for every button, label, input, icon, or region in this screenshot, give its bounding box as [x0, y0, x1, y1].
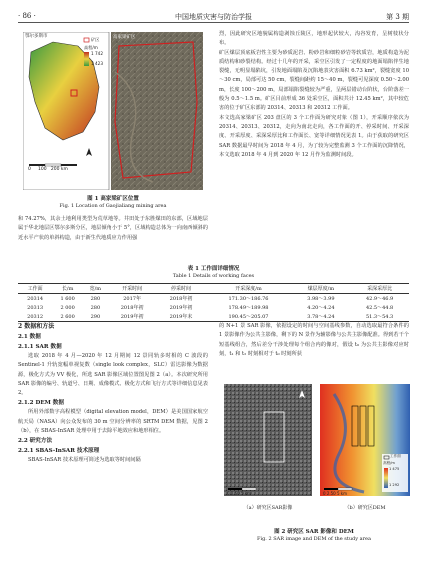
table-cell: 51.3～54.3 [365, 314, 394, 320]
subfigure-b-label: （b）研究区DEM [344, 505, 386, 511]
table-header-cell: 采深采厚比 [367, 286, 393, 292]
table-header-cell: 长/m [61, 286, 74, 292]
sbas-paragraph: SBAS-InSAR 技术原理可简述为选取等时间间隔 [28, 457, 141, 464]
subsubsection-heading: 2.1.1 SAR 数据 [18, 344, 62, 350]
subfigure-a-label: （a）研究区SAR影像 [243, 505, 293, 511]
table-cell: 20314 [27, 295, 44, 302]
page-header [18, 11, 409, 23]
figure-2 [224, 384, 410, 514]
table-header-cell: 开采深度/m [235, 286, 262, 292]
table-cell: 2 600 [60, 313, 75, 320]
right-study-area-paragraph: 烈，因此研究区地貌属构造剥蚀丘陵区，地形起伏较大，沟谷发育，呈树枝状分布。 矿区煤层顶底板岩性主要为砂质泥岩、粉砂岩和细粒砂岩等软质岩，地质构造为泥质结构和砂裂结构。经过十几年的开采，采空区引发了一定程度的地面塌陷伴生地裂缝，无明显塌陷坑，引发地面塌陷及沉陷地表灾害面积 6.73 km²，裂缝宽度 10～30 cm，局部可达 50 cm，裂缝间距约 15～40 m，裂缝可见深度 0.50～2.00 m，长度 100～200 m，局部塌陷裂缝较为严重，呈两层错动台阶状，台阶落差一般为 0.5～1.5 m。矿区目前形成 36 处采空区，面积共计 12.45 km²，其中较危害的位于矿区东部的 20314、20313 和 20312 工作面。 本文选高家梁矿区 203 盘区的 3 个工作面为研究对象（图 1），开采顺序依次为 20314、20313、20312，走向为南北走向，各工作面的开、停采时间、开采深度、开采厚度、采深采厚比和工作面长、宽等详细情况见表 1。由于获取的研究区 SAR 数据最早时间为 2018 年 4 月，为了较为完整监测 3 个工作面的沉降情况，本文选取 2018 年 4 月到 2020 年 12 月作为监测时间段。 [219, 31, 409, 158]
scale-bar-b [324, 488, 352, 490]
table-cell: 2019年初 [120, 314, 144, 320]
legend-high: 1 475 [389, 467, 400, 471]
table-cell: 20312 [27, 313, 44, 320]
inset-label: 鄂尔多斯市 [25, 34, 48, 39]
table-cell: 190.45～205.07 [228, 314, 269, 320]
map-label: 高家梁矿区 [113, 35, 136, 40]
table-cell: 171.30～186.76 [228, 296, 269, 302]
dem-data-paragraph: 所用外部数字高程模型（digital elevation model，DEM）是美国国家航空航天局（NASA）向公众发布的 30 m 空间分辨率的 SRTM DEM 数据，见图 2（b），在 SBAS-InSAR 处理中用于去除平地效应和地形相位。 [18, 409, 208, 435]
scale-label: 0 100 200 km [28, 167, 68, 172]
table-cell: 280 [90, 304, 101, 311]
scale-bar [29, 164, 77, 166]
elevation-legend [84, 38, 89, 66]
table-row [18, 294, 409, 304]
table-header-cell: 停采时间 [171, 286, 192, 292]
table-header-cell: 煤层厚度/m [307, 286, 335, 292]
left-intro-paragraph: 和 74.27%，其余土地利用类型为荒草地等。井田处于东胜煤田的东部，区域地层属于华北地层区鄂尔多斯分区，地层倾角小于 5°，区域构造总体为一向南西倾斜的近水平产状的单斜构造，由于新生代地质应力作用强 [18, 216, 208, 241]
legend-elev-label: 高程/m [84, 45, 98, 50]
table-row [18, 303, 409, 312]
table-cell: 178.49～189.98 [228, 305, 269, 311]
journal-title: 中国地质灾害与防治学报 [175, 13, 252, 21]
table1-caption-en: Table 1 Details of working faces [172, 273, 255, 279]
subsubsection-heading: 2.1.2 DEM 数据 [18, 400, 64, 407]
section-heading: 2 数据和方法 [18, 323, 55, 330]
table-row [18, 312, 409, 322]
sar-dem-figure [224, 384, 410, 504]
table-cell: 2018年初 [120, 305, 144, 311]
table-cell: 2018年初 [169, 296, 193, 302]
table-cell: 3.98～3.99 [307, 296, 335, 302]
table-cell: 2 000 [60, 304, 75, 311]
page-number: · 86 · [18, 12, 36, 20]
table-cell: 4.20～4.24 [307, 305, 335, 311]
working-faces-table [18, 283, 409, 322]
legend-low: 1 423 [91, 61, 103, 66]
table-header-cell: 工作面 [27, 286, 43, 292]
issue-number: 第 3 期 [386, 13, 409, 21]
table-cell: 2019年初 [169, 305, 193, 311]
table-header-cell: 宽/m [89, 286, 102, 292]
sar-data-paragraph: 选取 2018 年 4 月—2020 年 12 月期间 12 景同轨多时相的 C 波段的 Sentinel-1 升轨宽幅单视复数（single look complex，SLC）雷达影像为数据源，极化方式为 VV 极化，所选 SAR 影像区域位置图见图 2（a）。本次研究所用 SAR 影像的编号、轨道号、日期、成像模式、极化方式和飞行方式等详细信息见表 2。 [18, 353, 208, 397]
legend-elev-bar [384, 468, 388, 488]
subsection-heading: 2.2 研究方法 [18, 438, 53, 445]
table-cell: 42.5～44.8 [365, 305, 394, 311]
table-cell: 280 [90, 295, 101, 302]
table-cell: 20313 [27, 304, 44, 311]
table-cell: 3.78～4.24 [307, 314, 335, 320]
legend-elev-label: 高程/m [383, 461, 395, 465]
figure1-caption-en: Fig. 1 Location of Gaojialiang mining area [59, 203, 167, 209]
sar-image [224, 384, 312, 496]
scale-bar-a [228, 488, 256, 490]
figure1-caption-cn: 图 1 高家梁矿区位置 [87, 196, 139, 202]
table-header-cell: 开采时间 [122, 286, 143, 292]
figure-1 [23, 32, 203, 190]
legend-area-label: 矿区 [91, 37, 100, 42]
data-methods-section [18, 322, 208, 466]
table-cell: 1 600 [60, 295, 75, 302]
satellite-map [111, 32, 203, 190]
subsection-heading: 2.1 数据 [18, 334, 41, 340]
scale-label-a: 0 2.50 5 km [227, 491, 252, 496]
legend-low: 1 292 [389, 483, 400, 487]
table-cell: 2017年 [123, 296, 141, 302]
table1-caption-cn: 表 1 工作面详细情况 [187, 266, 240, 272]
figure2-caption-en: Fig. 2 SAR image and DEM of the study area [257, 536, 371, 542]
subsubsection-heading: 2.2.1 SBAS-InSAR 技术原理 [18, 448, 100, 455]
sbas-continued-paragraph: 的 N+1 景 SAR 影像，依据设定的时间与空间基线参数，自动选取最符合条件的 1 景影像作为公共主影像，剩下的 N 景作为辅影像与公共主影像配准。得到若干个短基线组合，然后差分干涉处理每个组合内的像对，假设 t₀ 为公共主影像对应时刻，t₁ 和 t₂ 时刻相对于 t₀ 时刻所获 [219, 323, 409, 357]
table-header-row [18, 284, 409, 294]
table-cell: 290 [90, 313, 101, 320]
figure2-caption-cn: 图 2 研究区 SAR 影像和 DEM [274, 529, 354, 535]
legend-face-label: 工作面 [390, 454, 401, 458]
table-cell: 2019年末 [169, 314, 193, 320]
scale-label-b: 0 2.50 5 km [323, 491, 348, 496]
legend-high: 1 742 [91, 51, 103, 56]
table-cell: 42.9～46.9 [365, 296, 394, 302]
